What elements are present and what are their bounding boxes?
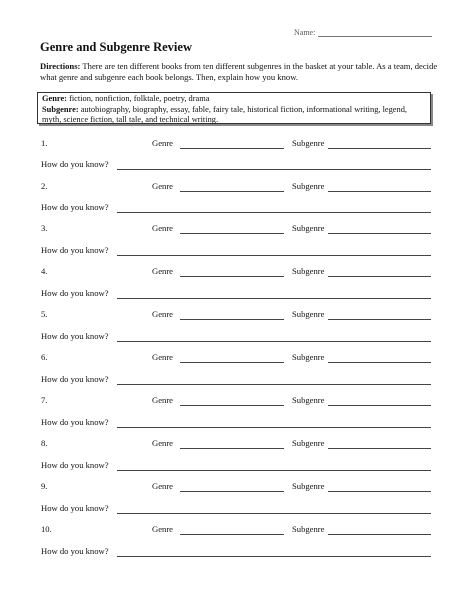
how-label: How do you know? — [41, 374, 109, 384]
genre-label: Genre — [152, 223, 173, 233]
genre-label: Genre — [152, 266, 173, 276]
item-number: 7. — [41, 395, 48, 405]
genre-label: Genre — [152, 181, 173, 191]
how-answer-field[interactable] — [117, 513, 431, 514]
subgenre-answer-field[interactable] — [328, 191, 431, 192]
genre-answer-field[interactable] — [180, 534, 284, 535]
genre-answer-field[interactable] — [180, 233, 284, 234]
subgenre-label: Subgenre — [292, 223, 325, 233]
subgenre-label: Subgenre — [292, 524, 325, 534]
how-answer-field[interactable] — [117, 169, 431, 170]
item-number: 4. — [41, 266, 48, 276]
item-number: 5. — [41, 309, 48, 319]
page-title: Genre and Subgenre Review — [40, 40, 192, 54]
how-label: How do you know? — [41, 503, 109, 513]
how-label: How do you know? — [41, 460, 109, 470]
subgenre-label: Subgenre — [292, 181, 325, 191]
genre-answer-field[interactable] — [180, 148, 284, 149]
subgenre-answer-field[interactable] — [328, 276, 431, 277]
subgenre-answer-field[interactable] — [328, 448, 431, 449]
item-number: 1. — [41, 138, 48, 148]
how-answer-field[interactable] — [117, 470, 431, 471]
how-label: How do you know? — [41, 159, 109, 169]
genre-label: Genre — [152, 395, 173, 405]
subgenre-answer-field[interactable] — [328, 534, 431, 535]
subgenre-answer-field[interactable] — [328, 148, 431, 149]
subgenre-label: Subgenre — [292, 395, 325, 405]
item-number: 3. — [41, 223, 48, 233]
word-bank-box — [37, 92, 431, 124]
genre-answer-field[interactable] — [180, 491, 284, 492]
genre-answer-field[interactable] — [180, 448, 284, 449]
how-answer-field[interactable] — [117, 298, 431, 299]
directions-text: There are ten different books from ten different subgenres in the basket at your table. As a team, decide what genre and subgenre each book belongs. Then, explain how you know. — [40, 61, 438, 82]
genre-label: Genre — [152, 481, 173, 491]
genre-label: Genre — [152, 138, 173, 148]
how-label: How do you know? — [41, 288, 109, 298]
genre-list-label: Genre: — [42, 94, 67, 103]
subgenre-label: Subgenre — [292, 481, 325, 491]
genre-answer-field[interactable] — [180, 276, 284, 277]
how-answer-field[interactable] — [117, 384, 431, 385]
item-number: 10. — [41, 524, 52, 534]
subgenre-answer-field[interactable] — [328, 362, 431, 363]
how-answer-field[interactable] — [117, 556, 431, 557]
genre-answer-field[interactable] — [180, 405, 284, 406]
genre-label: Genre — [152, 309, 173, 319]
subgenre-list — [42, 105, 426, 126]
genre-label: Genre — [152, 524, 173, 534]
genre-answer-field[interactable] — [180, 319, 284, 320]
how-label: How do you know? — [41, 417, 109, 427]
subgenre-label: Subgenre — [292, 138, 325, 148]
genre-label: Genre — [152, 438, 173, 448]
genre-list — [42, 94, 426, 105]
subgenre-answer-field[interactable] — [328, 491, 431, 492]
name-label: Name: — [294, 28, 316, 37]
how-label: How do you know? — [41, 202, 109, 212]
subgenre-answer-field[interactable] — [328, 319, 431, 320]
genre-answer-field[interactable] — [180, 191, 284, 192]
subgenre-list-label: Subgenre: — [42, 104, 79, 114]
how-answer-field[interactable] — [117, 212, 431, 213]
subgenre-list-text: autobiography, biography, essay, fable, fairy tale, historical fiction, informational writing, legend, myth, science fiction, tall tale, and technical writing. — [42, 104, 407, 124]
subgenre-label: Subgenre — [292, 352, 325, 362]
how-label: How do you know? — [41, 331, 109, 341]
directions-label: Directions: — [40, 61, 81, 71]
subgenre-answer-field[interactable] — [328, 233, 431, 234]
genre-label: Genre — [152, 352, 173, 362]
item-number: 2. — [41, 181, 48, 191]
subgenre-answer-field[interactable] — [328, 405, 431, 406]
how-label: How do you know? — [41, 245, 109, 255]
subgenre-label: Subgenre — [292, 438, 325, 448]
item-number: 6. — [41, 352, 48, 362]
item-number: 9. — [41, 481, 48, 491]
how-answer-field[interactable] — [117, 341, 431, 342]
directions — [40, 61, 440, 83]
how-answer-field[interactable] — [117, 255, 431, 256]
genre-answer-field[interactable] — [180, 362, 284, 363]
subgenre-label: Subgenre — [292, 266, 325, 276]
how-answer-field[interactable] — [117, 427, 431, 428]
subgenre-label: Subgenre — [292, 309, 325, 319]
genre-list-text: fiction, nonfiction, folktale, poetry, drama — [66, 94, 210, 103]
item-number: 8. — [41, 438, 48, 448]
how-label: How do you know? — [41, 546, 109, 556]
name-field[interactable] — [318, 36, 432, 37]
